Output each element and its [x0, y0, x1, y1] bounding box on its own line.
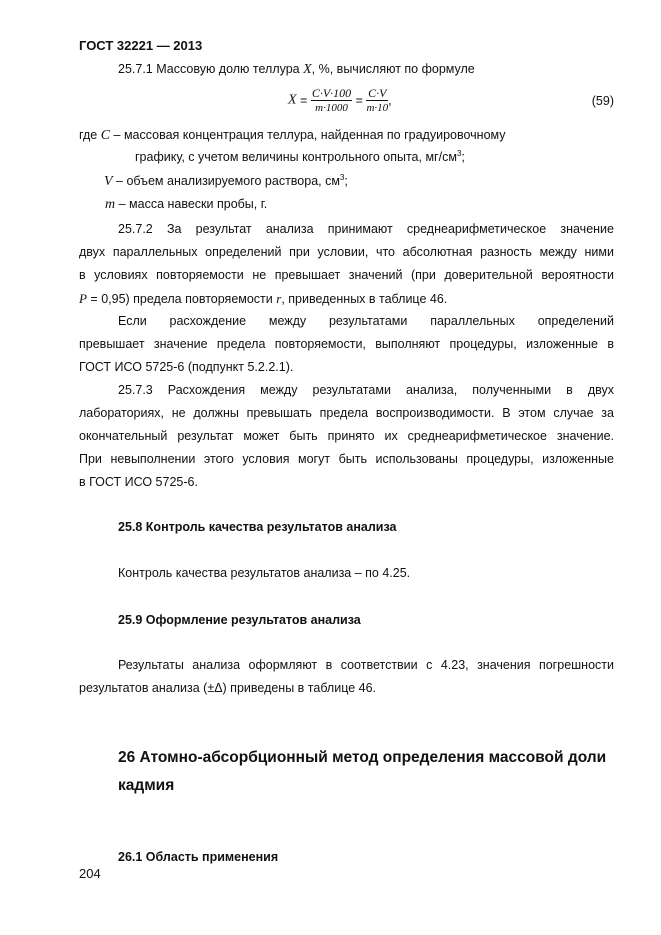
- section-25-8-heading: 25.8 Контроль качества результатов анализа: [118, 520, 397, 534]
- formula-lhs: X: [288, 92, 297, 108]
- document-header: ГОСТ 32221 — 2013: [79, 38, 203, 53]
- clause-25-7-3: 25.7.3 Расхождения между результатами анализа, полученными в двух лабораториях, не должны превышать предела воспроизводимости. В этом случае за окончательный результат может быть принято их среднеарифметическое значение. При невыполнении этого условия могут быть использованы процедуры, изложенные в ГОСТ ИСО 5725-6.: [79, 383, 614, 489]
- section-25-8-text: Контроль качества результатов анализа – по 4.25.: [118, 566, 411, 580]
- formula-equals-1: =: [300, 93, 308, 108]
- section-26-heading: 26 Атомно-абсорбционный метод определения массовой доли кадмия: [118, 749, 607, 794]
- where-v-line: V – объем анализируемого раствора, $см^3$;: [104, 173, 348, 189]
- fraction-1-numerator: C·V·100: [311, 86, 352, 100]
- section-25-9-heading: 25.9 Оформление результатов анализа: [118, 613, 361, 627]
- where-c-continuation: графику, с учетом величины контрольного опыта, $мг/см^3$;: [135, 149, 465, 164]
- symbol-m: m: [105, 197, 116, 212]
- formula-fraction-1: [311, 86, 352, 115]
- clause-25-7-2: 25.7.2 За результат анализа принимают среднеарифметическое значение двух параллельных определений при условии, что абсолютная разность между ними в условиях повторяемости не превышает значений (при доверительной вероятности P = 0,95) предела повторяемости r, приведенных в таблице 46.: [79, 222, 614, 306]
- symbol-v: V: [104, 174, 113, 189]
- paragraph-divergence: Если расхождение между результатами параллельных определений превышает значение предела повторяемости, выполняют процедуры, изложенные в ГОСТ ИСО 5725-6 (подпункт 5.2.2.1).: [79, 314, 614, 374]
- fraction-2-numerator: C·V: [368, 86, 387, 100]
- where-c-line: где C – массовая концентрация теллура, найденная по градуировочному: [79, 128, 506, 143]
- variable-x: X: [303, 62, 312, 77]
- page-number: 204: [79, 866, 101, 881]
- fraction-2-denominator: m·10: [366, 102, 389, 114]
- formula-fraction-2: [366, 86, 388, 115]
- formula-equals-2: =: [355, 93, 363, 108]
- fraction-1-denominator: m·1000: [315, 102, 348, 114]
- formula-number: (59): [591, 94, 614, 108]
- symbol-c: C: [100, 128, 111, 143]
- section-25-9-text: Результаты анализа оформляют в соответствии с 4.23, значения погрешности результатов анализа (±Δ) приведены в таблице 46.: [79, 658, 614, 695]
- section-26-1-heading: 26.1 Область применения: [118, 850, 279, 864]
- clause-25-7-1-intro: 25.7.1 Массовую долю теллура X, %, вычисляют по формуле: [118, 62, 475, 77]
- where-m-line: m – масса навески пробы, г.: [105, 197, 268, 212]
- formula-59: X = $\frac{C\cdot V\cdot 100}{m\cdot 1000}$ = $\frac{C\cdot V}{m\cdot 10}$ ,: [288, 86, 392, 114]
